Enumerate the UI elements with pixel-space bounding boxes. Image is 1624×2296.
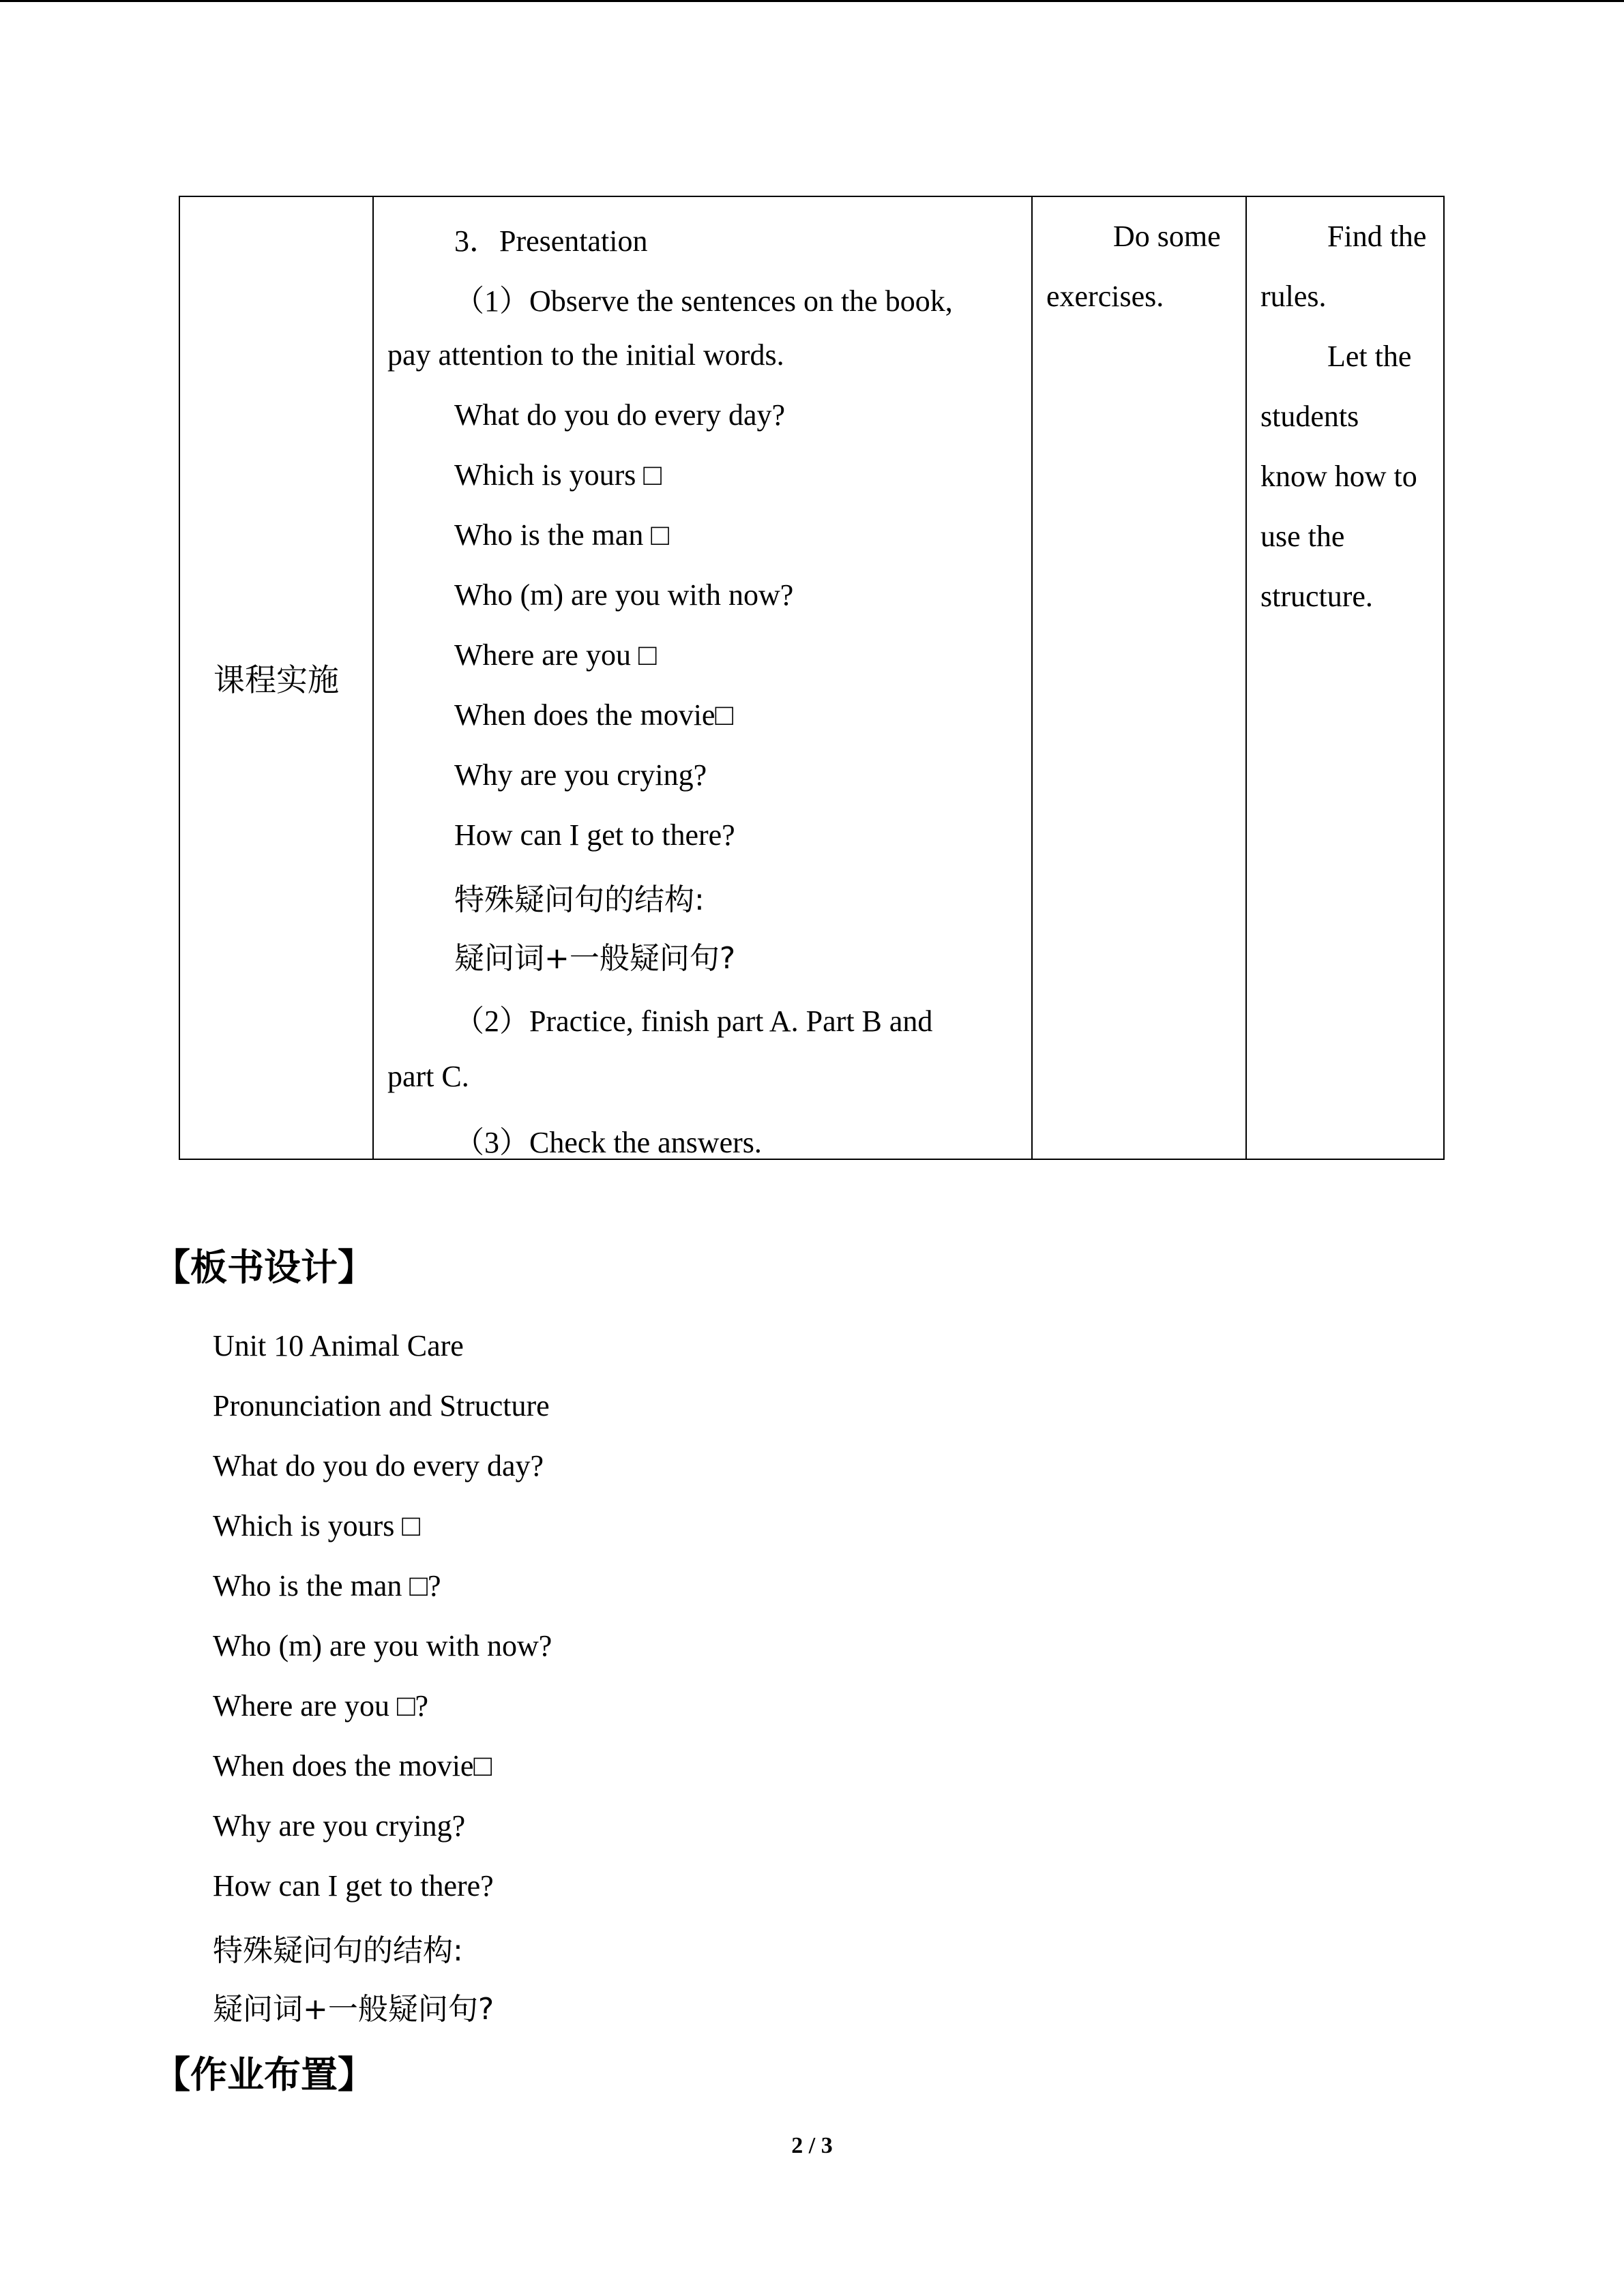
purpose-line: use the: [1260, 520, 1345, 553]
activity-line: Who is the man □: [454, 518, 669, 552]
purpose-line: students: [1260, 400, 1359, 433]
activity-line: 疑问词+一般疑问句?: [454, 941, 736, 976]
activity-line: Who (m) are you with now?: [454, 578, 794, 612]
purpose-line: Find the: [1327, 220, 1427, 253]
board-line: Where are you □?: [213, 1689, 429, 1723]
homework-heading: 【作业布置】: [153, 2053, 374, 2096]
activity-line: What do you do every day?: [454, 398, 786, 432]
board-line: Why are you crying?: [213, 1809, 466, 1843]
purpose-line: know how to: [1260, 460, 1417, 493]
activity-line: Which is yours □: [454, 458, 662, 492]
activity-line: 3．Presentation: [454, 224, 648, 258]
board-line: 特殊疑问句的结构:: [213, 1933, 463, 1968]
board-line: 疑问词+一般疑问句?: [213, 1992, 494, 2027]
board-line: How can I get to there?: [213, 1869, 494, 1903]
board-line: Who (m) are you with now?: [213, 1629, 552, 1663]
board-line: Which is yours □: [213, 1509, 420, 1542]
board-line: Unit 10 Animal Care: [213, 1329, 464, 1362]
board-line: When does the movie□: [213, 1749, 492, 1783]
activity-line: part C.: [387, 1060, 469, 1093]
activity-cell: [374, 197, 1033, 1159]
activity-line: Why are you crying?: [454, 758, 707, 792]
stage-label: 课程实施: [213, 661, 339, 698]
purpose-line: structure.: [1260, 580, 1373, 613]
board-line: What do you do every day?: [213, 1449, 544, 1482]
activity-line: How can I get to there?: [454, 818, 735, 852]
student-line: Do some: [1113, 220, 1221, 253]
purpose-cell: [1247, 197, 1445, 1159]
page-number: 2 / 3: [791, 2133, 833, 2158]
activity-line: pay attention to the initial words.: [387, 338, 784, 372]
activity-line: When does the movie□: [454, 698, 734, 732]
board-line: Who is the man □?: [213, 1569, 441, 1602]
activity-line: （1）Observe the sentences on the book,: [454, 284, 953, 318]
activity-line: （2）Practice, finish part A. Part B and: [454, 1004, 933, 1038]
top-border: [0, 0, 1624, 2]
student-line: exercises.: [1046, 280, 1164, 313]
board-line: Pronunciation and Structure: [213, 1389, 550, 1422]
purpose-line: Let the: [1327, 340, 1412, 373]
activity-line: Where are you □: [454, 638, 657, 672]
activity-line: 特殊疑问句的结构:: [454, 882, 705, 917]
lesson-table: [179, 196, 1445, 1160]
purpose-line: rules.: [1260, 280, 1327, 313]
student-activity-cell: [1033, 197, 1245, 1159]
activity-line: （3）Check the answers.: [454, 1126, 762, 1159]
board-design-heading: 【板书设计】: [153, 1246, 374, 1289]
